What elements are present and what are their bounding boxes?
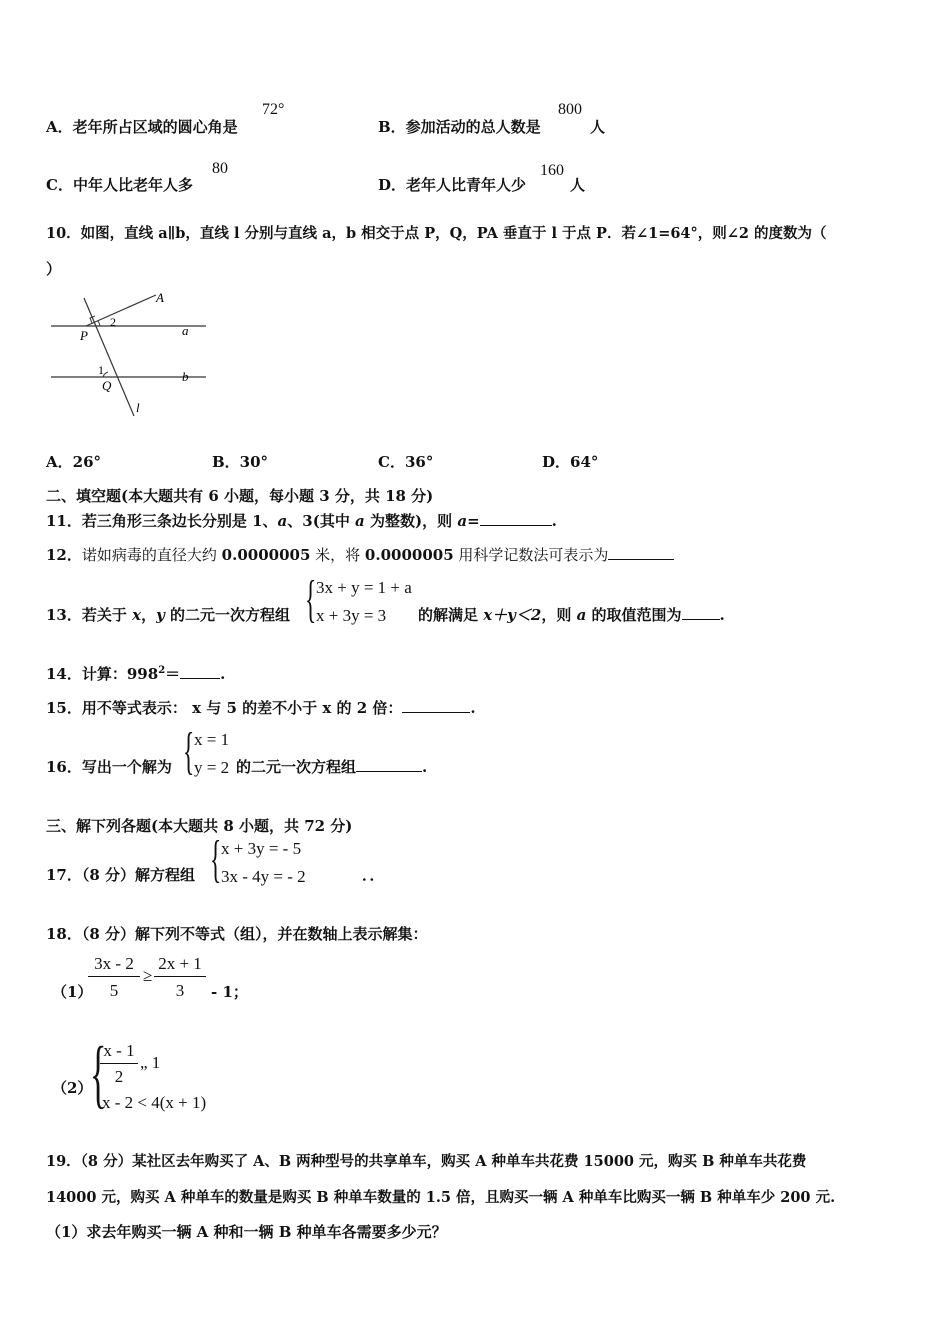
q13-eq2: x + 3y = 3	[316, 606, 387, 625]
q18-part1-den1: 5	[109, 981, 119, 1000]
q13-var-x: x	[132, 606, 142, 624]
q11-text-d: =	[467, 512, 480, 530]
q11-text-c: 为整数)，则	[364, 512, 458, 530]
q10-stem-line2: ）	[46, 260, 62, 278]
q18-part2-eq2: x - 2 < 4(x + 1)	[102, 1093, 207, 1112]
q11-answer-blank[interactable]	[480, 511, 552, 526]
q15-text: 15．用不等式表示： x 与 5 的差不小于 x 的 2 倍：	[46, 699, 403, 717]
q9-option-b	[378, 116, 541, 137]
q12	[46, 544, 674, 565]
q13-mid-text: 的二元一次方程组	[164, 606, 291, 624]
q18-part2-fracline	[100, 1063, 138, 1064]
q18-title: 18．（8 分）解下列不等式（组），并在数轴上表示解集：	[46, 925, 428, 943]
q13-end: .	[719, 606, 725, 624]
label-b: b	[182, 369, 189, 384]
q13-suffix-3: 的取值范围为	[586, 606, 682, 624]
q16-suffix-text: 的二元一次方程组	[236, 758, 357, 776]
q9-option-b-label: B．参加活动的总人数是	[378, 118, 541, 136]
q12-text-2: 米，将	[310, 546, 365, 564]
label-Q: Q	[102, 378, 112, 393]
q19-line1: 19．（8 分）某社区去年购买了 A、B 两种型号的共享单车，购买 A 种单车共花费 15000 元，购买 B 种单车共花费	[46, 1153, 807, 1170]
label-l: l	[136, 400, 140, 415]
q12-value-2: 0.0000005	[364, 546, 454, 564]
section3-title: 三、解下列各题(本大题共 8 小题，共 72 分)	[46, 817, 353, 835]
q10-option-d: D．64°	[542, 453, 599, 471]
q14	[46, 663, 225, 684]
q13-suffix-1: 的解满足	[418, 606, 484, 624]
q11-text-b: 、3(其中	[287, 512, 356, 530]
q14-end: .	[220, 665, 226, 683]
q18-part1-den2: 3	[175, 981, 185, 1000]
q11-text-a: 11．若三角形三条边长分别是 1、	[46, 512, 278, 530]
q9-option-d-label: D．老年人比青年人少	[378, 176, 527, 194]
label-a: a	[182, 323, 189, 338]
q14-text: 14．计算：998	[46, 665, 159, 683]
q12-value-1: 0.0000005	[221, 546, 311, 564]
q12-number: 12．	[46, 546, 82, 564]
q18-part2-num: x - 1	[103, 1041, 135, 1060]
q9-option-a-value: 72°	[262, 101, 285, 118]
q9-option-d-unit: 人	[570, 176, 586, 194]
q18-part1-tail: - 1；	[211, 983, 248, 1001]
q15-end: .	[470, 699, 476, 717]
q14-equals: ＝	[165, 665, 181, 683]
q13-var-y: y	[156, 606, 165, 624]
q11-var-a3: a	[457, 512, 468, 530]
q9-option-c	[46, 174, 193, 195]
q13-prefix	[46, 604, 290, 625]
q9-option-c-label: C．中年人比老年人多	[46, 176, 193, 194]
q13-comma: ，	[141, 606, 157, 624]
q9-option-c-value: 80	[212, 160, 228, 177]
q13-suffix-2: ，则	[541, 606, 577, 624]
q18-part1-op: ≥	[143, 966, 153, 985]
q11	[46, 510, 557, 531]
q18-part2-den: 2	[114, 1067, 124, 1086]
q9-option-a-label: A．老年所占区域的圆心角是	[46, 118, 238, 136]
q12-text-3: 用科学记数法可表示为	[453, 546, 609, 564]
q13-brace: {	[305, 571, 317, 628]
q13-condition: x＋y＜2	[483, 606, 542, 624]
q13-answer-blank[interactable]	[682, 605, 720, 620]
q10-stem-line1: 10．如图，直线 a∥b，直线 l 分别与直线 a，b 相交于点 P，Q，PA 垂直于 l 于点 P．若∠1=64°，则∠2 的度数为（	[46, 225, 827, 242]
q15-answer-blank[interactable]	[402, 698, 470, 713]
q10-option-b: B．30°	[212, 453, 269, 471]
ray-pa	[86, 295, 156, 326]
q17-brace: {	[210, 831, 222, 888]
q13-prefix-text: 13．若关于	[46, 606, 133, 624]
q16-brace: {	[183, 723, 195, 780]
q9-option-b-unit: 人	[590, 118, 606, 136]
q16-answer-blank[interactable]	[356, 757, 422, 772]
q14-exponent: 2	[158, 665, 166, 676]
q13-eq1: 3x + y = 1 + a	[316, 578, 412, 597]
q12-answer-blank[interactable]	[608, 545, 674, 560]
q16-prefix: 16．写出一个解为	[46, 758, 172, 776]
label-2: 2	[110, 315, 116, 329]
q19-line3: （1）求去年购买一辆 A 种和一辆 B 种单车各需要多少元？	[46, 1223, 447, 1241]
q18-part1-fracline2	[154, 976, 206, 977]
q16-eq1: x = 1	[194, 730, 230, 749]
q18-part1-label: （1）	[52, 983, 93, 1001]
label-P: P	[80, 328, 88, 343]
q18-part2-label: （2）	[52, 1079, 93, 1097]
angle-2-arc	[98, 321, 100, 326]
q14-answer-blank[interactable]	[180, 664, 220, 679]
q13-suffix	[418, 604, 725, 625]
q9-option-d	[378, 174, 526, 195]
label-A: A	[156, 290, 164, 305]
q18-part2-brace: {	[90, 1032, 107, 1116]
q9-option-b-value: 800	[558, 101, 582, 118]
q11-end: .	[551, 512, 557, 530]
q18-part1-num1: 3x - 2	[94, 954, 134, 973]
q17-prefix: 17．（8 分）解方程组	[46, 866, 196, 884]
q16-eq2: y = 2	[194, 758, 230, 777]
section2-title: 二、填空题(本大题共有 6 小题，每小题 3 分，共 18 分)	[46, 487, 434, 505]
q10-option-a: A．26°	[46, 453, 102, 471]
q17-eq2: 3x - 4y = - 2	[221, 867, 306, 886]
q11-var-a2: a	[355, 512, 365, 530]
q18-part1-num2: 2x + 1	[158, 954, 202, 973]
q10-option-c: C．36°	[378, 453, 434, 471]
q16-end: .	[422, 758, 428, 776]
q19-line2: 14000 元，购买 A 种单车的数量是购买 B 种单车数量的 1.5 倍，且购买一辆 A 种单车比购买一辆 B 种单车少 200 元.	[46, 1189, 836, 1206]
q17-eq1: x + 3y = - 5	[221, 839, 302, 858]
q17-dots: ．．	[362, 866, 385, 884]
q12-text-1: 诺如病毒的直径大约	[81, 546, 222, 564]
q9-option-d-value: 160	[540, 162, 564, 179]
q13-var-a: a	[576, 606, 587, 624]
q11-var-a1: a	[277, 512, 288, 530]
q18-part1-fracline1	[88, 976, 140, 977]
q16-suffix	[236, 756, 427, 777]
q15	[46, 697, 476, 718]
q10-figure	[46, 288, 206, 422]
q18-part2-rel: „ 1	[140, 1053, 161, 1072]
q9-option-a	[46, 116, 238, 137]
label-1: 1	[98, 363, 104, 377]
